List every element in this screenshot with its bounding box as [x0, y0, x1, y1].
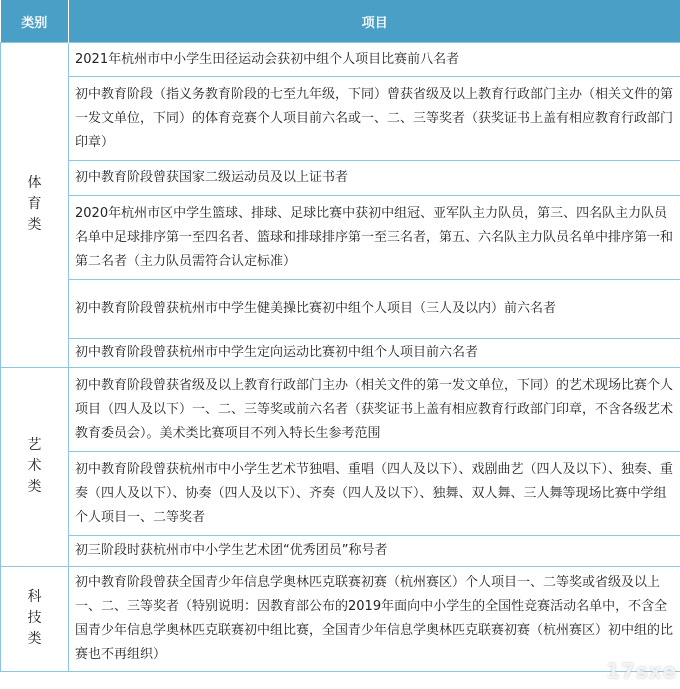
category-label: 体育类 [27, 174, 42, 233]
table-row [1, 77, 680, 161]
item-cell: 初中教育阶段曾获全国青少年信息学奥林匹克联赛初赛（杭州赛区）个人项目一、二等奖或省级及以上一、二、三等奖者（特别说明：因教育部公布的2019年面向中小学生的全国性竞赛活动名单中，不含全国青少年信息学奥林匹克联赛初中组比赛，全国青少年信息学奥林匹克联赛初赛（杭州赛区）初中组的比赛也不再组织） [69, 567, 680, 672]
table-row [1, 196, 680, 280]
category-cell-sports [1, 43, 69, 368]
item-cell: 初中教育阶段曾获杭州市中学生定向运动比赛初中组个人项目前六名者 [69, 339, 680, 368]
table-row [1, 43, 680, 77]
item-cell: 初中教育阶段曾获国家二级运动员及以上证书者 [69, 161, 680, 196]
item-cell: 初中教育阶段曾获省级及以上教育行政部门主办（相关文件的第一发文单位，下同）的艺术现场比赛个人项目（四人及以下）一、二、三等奖或前六名者（获奖证书上盖有相应教育行政部门印章，不含各级艺术教育委员会）。美术类比赛项目不列入特长生参考范围 [69, 368, 680, 452]
category-cell-arts [1, 368, 69, 567]
table-row [1, 452, 680, 536]
table-row [1, 339, 680, 368]
header-category: 类别 [1, 0, 69, 43]
item-cell: 2020年杭州市区中学生篮球、排球、足球比赛中获初中组冠、亚军队主力队员，第三、四名队主力队员名单中足球排序第一至四名者、篮球和排球排序第一至三名者，第五、六名队主力队员名单中排序第一和第二名者（主力队员需符合认定标准） [69, 196, 680, 280]
header-row [1, 0, 680, 43]
table-row [1, 536, 680, 567]
category-cell-tech [1, 567, 69, 672]
watermark-logo: 17sxe [606, 659, 678, 683]
item-cell: 初中教育阶段曾获杭州市中学生健美操比赛初中组个人项目（三人及以内）前六名者 [69, 280, 680, 339]
table-row [1, 280, 680, 339]
item-cell: 初中教育阶段（指义务教育阶段的七至九年级，下同）曾获省级及以上教育行政部门主办（相关文件的第一发文单位，下同）的体育竞赛个人项目前六名或一、二、三等奖者（获奖证书上盖有相应教育行政部门印章） [69, 77, 680, 161]
item-cell: 初中教育阶段曾获杭州市中小学生艺术节独唱、重唱（四人及以下）、戏剧曲艺（四人及以下）、独奏、重奏（四人及以下）、协奏（四人及以下）、齐奏（四人及以下）、独舞、双人舞、三人舞等现场比赛中学组个人项目一、二等奖者 [69, 452, 680, 536]
table-row [1, 368, 680, 452]
table-row [1, 161, 680, 196]
category-label: 艺术类 [27, 436, 42, 495]
item-cell: 2021年杭州市中小学生田径运动会获初中组个人项目比赛前八名者 [69, 43, 680, 77]
item-cell: 初三阶段时获杭州市中小学生艺术团“优秀团员”称号者 [69, 536, 680, 567]
header-item: 项目 [69, 0, 680, 43]
category-label: 科技类 [27, 588, 42, 647]
table-row [1, 567, 680, 672]
